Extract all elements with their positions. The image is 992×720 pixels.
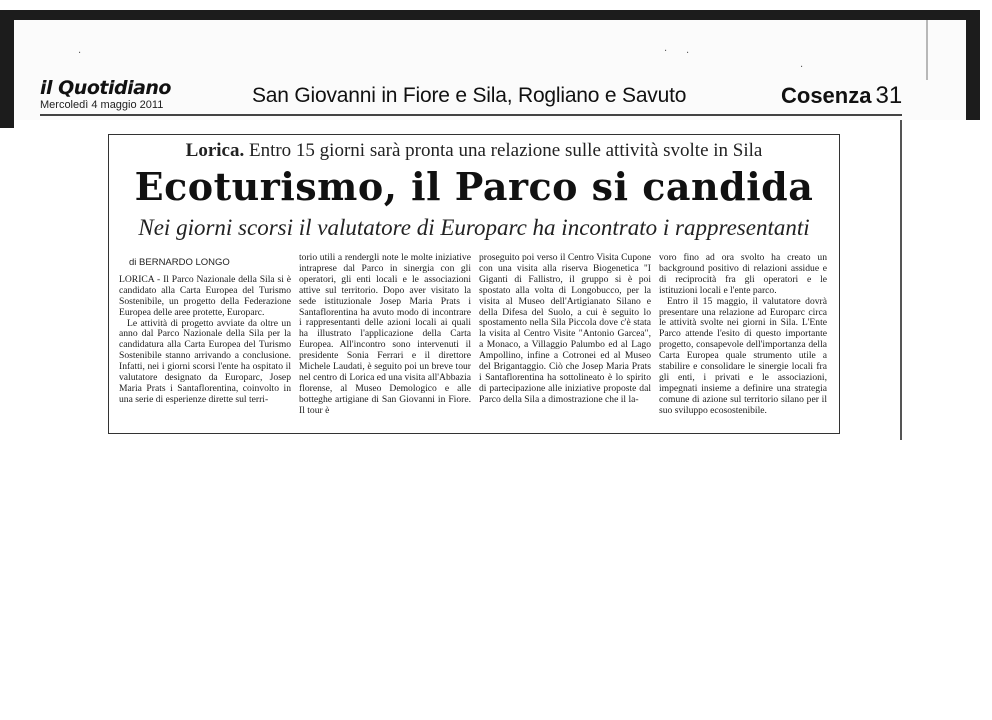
city-name: Cosenza — [781, 83, 872, 108]
newspaper-masthead — [40, 78, 171, 112]
section-title: San Giovanni in Fiore e Sila, Rogliano e Savuto — [252, 84, 687, 107]
article-column-1 — [119, 258, 291, 406]
article-column-3 — [479, 253, 651, 406]
scan-speck: · — [800, 62, 804, 73]
column-2-text: torio utili a rendergli note le molte iniziative intraprese dal Parco in sinergia con gli operatori, gli enti locali e le associazioni attive sul territorio. Dopo aver visitato la sede istituzionale Josep Maria Prats i Santaflorentina ha avuto modo di incontrare i rappresentanti delle azioni locali ai quali ha illustrato l'applicazione della Carta Europea. All'incontro sono intervenuti il presidente Sonia Ferrari e il direttore Michele Laudati, è seguito poi un breve tour nel centro di Lorica ed una visita all'Abbazia florense, al Museo Demologico e alle botteghe artigiane di San Giovanni in Fiore. Il tour è — [299, 252, 471, 416]
scan-speck: · — [664, 46, 668, 57]
scan-border-left — [0, 10, 14, 128]
kicker-text: Entro 15 giorni sarà pronta una relazione sulle attività svolte in Sila — [248, 140, 763, 161]
article-byline: di BERNARDO LONGO — [129, 257, 230, 268]
issue-date: Mercoledì 4 maggio 2011 — [40, 99, 164, 111]
article-headline: Ecoturismo, il Parco si candida — [134, 164, 814, 209]
column-1-paragraph-1: LORICA - Il Parco Nazionale della Sila si è candidato alla Carta Europea del Turismo Sostenibile, un progetto della Federazione Europea delle aree protette, Europarc. — [119, 273, 291, 318]
article-kicker — [109, 140, 839, 162]
kicker-place: Lorica. — [185, 140, 245, 161]
page-number: 31 — [875, 82, 903, 109]
article-column-2 — [299, 253, 471, 417]
column-4-paragraph-1: voro fino ad ora svolto ha creato un background positivo di relazioni assidue e di reciprocità fra gli operatori e le istituzioni locali e l'ente parco. — [659, 252, 827, 296]
column-4-paragraph-2: Entro il 15 maggio, il valutatore dovrà presentare una relazione ad Europarc circa le attività svolte nei giorni in Sila. L'Ente Parco attende l'esito di questo importante progetto, consapevole dell'importanza della Carta Europea quale strumento utile a stabilire e consolidare le sinergie locali fra gli enti, i privati e le associazioni, impegnati insieme a definire una strategia comune di azione sul territorio silano per il suo sviluppo ecosostenibile. — [659, 295, 827, 416]
newspaper-logo: il Quotidiano — [40, 77, 171, 99]
scan-speck: · — [686, 48, 690, 59]
article-clipping — [108, 134, 840, 434]
scan-speck: · — [78, 48, 82, 59]
scan-border-right — [966, 10, 980, 120]
article-subheadline: Nei giorni scorsi il valutatore di Europarc ha incontrato i rappresentanti — [138, 215, 810, 240]
header-rule — [40, 114, 902, 116]
column-1-paragraph-2: Le attività di progetto avviate da oltre un anno dal Parco Nazionale della Sila per la candidatura alla Carta Europea del Turismo Sostenibile stanno arrivando a conclusione. Infatti, nei i giorni scorsi l'ente ha ospitato il valutatore designato da Europarc, Josep Maria Prats i Santaflorentina, coinvolto in una serie di esperienze dirette sul terri- — [119, 317, 291, 405]
page-header-city — [781, 82, 902, 110]
scan-border-top — [0, 10, 980, 20]
article-column-4 — [659, 253, 827, 417]
page-edge-rule — [900, 120, 902, 440]
column-3-text: proseguito poi verso il Centro Visita Cupone con una visita alla riserva Biogenetica "I Giganti di Fallistro, il gruppo si è poi spostato alla volta di Longobucco, per la visita al Museo dell'Artigianato Silano e della Difesa del Suolo, a cui è seguito lo spostamento nella Sila Piccola dove c'è stata la visita al Centro Visite "Antonio Garcea", a Monaco, a Villaggio Palumbo ed al Lago Ampollino, infine a Cotronei ed al Museo del Brigantaggio. Ciò che Josep Maria Prats i Santaflorentina ha sottolineato è lo spirito di partecipazione alle iniziative proposte dal Parco della Sila a dimostrazione che il la- — [479, 252, 651, 405]
page-fold-line — [926, 20, 928, 80]
